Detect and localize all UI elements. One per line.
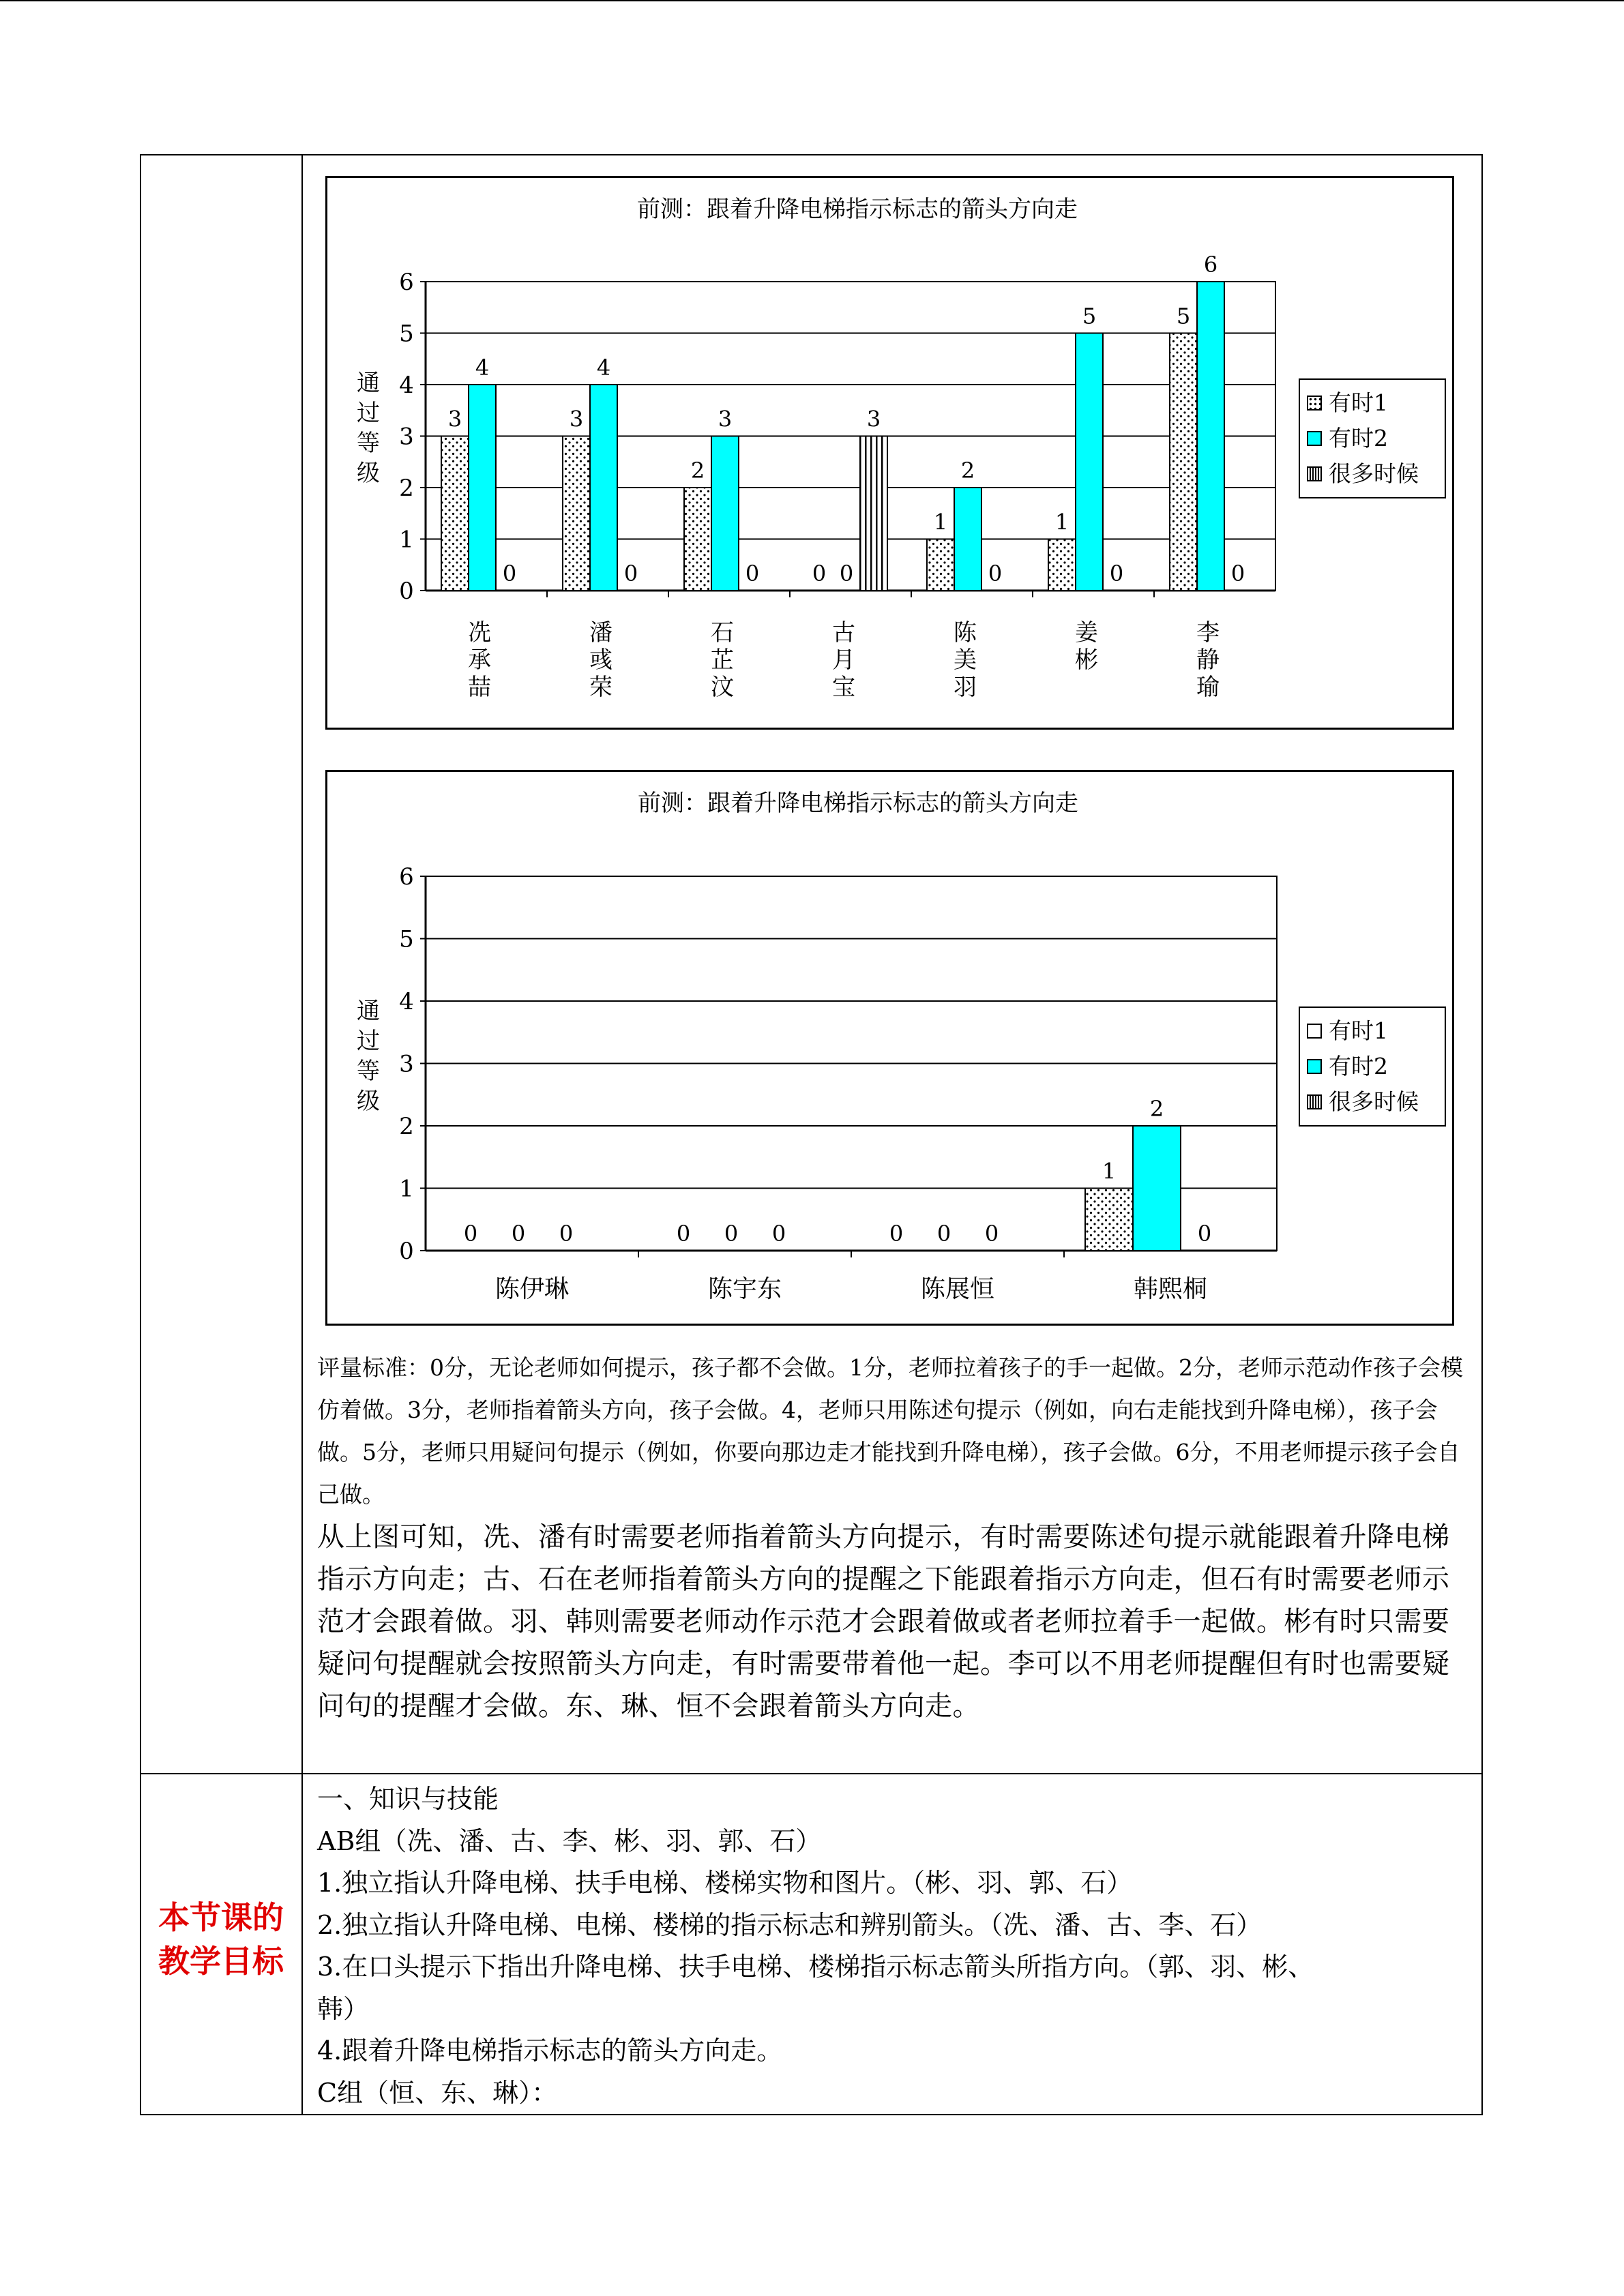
- bar-value-label: 0: [1230, 561, 1245, 586]
- y-axis-label-char: 通: [357, 370, 380, 397]
- bar-value-label: 0: [724, 1221, 739, 1247]
- y-tick-label: 3: [399, 1050, 414, 1078]
- legend-swatch-vertical: [1307, 466, 1322, 481]
- objective-item-3: 3.在口头提示下指出升降电梯、扶手电梯、楼梯指示标志箭头所指方向。（郭、羽、彬、: [317, 1952, 1314, 1982]
- bar-value-label: 5: [1176, 303, 1191, 329]
- y-tick-label: 2: [399, 475, 414, 502]
- bar-value-label: 2: [1149, 1096, 1164, 1122]
- x-category-label-char: 芷: [711, 646, 734, 674]
- bar: [711, 436, 739, 591]
- bar-value-label: 1: [933, 509, 948, 535]
- bar-value-label: 0: [889, 1221, 904, 1247]
- table-column-divider: [301, 154, 303, 2115]
- y-tick-label: 4: [399, 988, 414, 1015]
- x-category-label-char: 汶: [711, 674, 734, 701]
- bar: [954, 488, 981, 591]
- bar-value-label: 0: [559, 1221, 574, 1247]
- y-tick-label: 6: [399, 863, 414, 891]
- bar: [1170, 333, 1197, 591]
- y-tick-label: 3: [399, 423, 414, 451]
- bar-value-label: 0: [463, 1221, 478, 1247]
- bar: [590, 385, 617, 591]
- y-tick-label: 0: [399, 578, 414, 605]
- table-row-divider: [140, 1773, 1483, 1774]
- x-category-label-char: 彧: [589, 646, 612, 674]
- bar-value-label: 0: [1197, 1221, 1212, 1247]
- y-tick-label: 6: [399, 269, 414, 296]
- y-axis-label-char: 过: [357, 400, 380, 427]
- x-category-label-char: 宝: [832, 674, 855, 701]
- legend-swatch-cyan: [1307, 1059, 1322, 1074]
- analysis-paragraph: 从上图可知，冼、潘有时需要老师指着箭头方向提示，有时需要陈述句提示就能跟着升降电梯指示方向走；古、石在老师指着箭头方向的提醒之下能跟着指示方向走，但石有时需要老师示范才会跟着做。羽、韩则需要老师动作示范才会跟着做或者老师拉着手一起做。彬有时只需要疑问句提醒就会按照箭头方向走，有时需要带着他一起。李可以不用老师提醒但有时也需要疑问句的提醒才会做。东、琳、恒不会跟着箭头方向走。: [317, 1521, 1450, 1722]
- bar-value-label: 0: [771, 1221, 786, 1247]
- x-category-label-char: 姜: [1075, 619, 1098, 646]
- bar-value-label: 0: [511, 1221, 526, 1247]
- y-tick-label: 2: [399, 1113, 414, 1140]
- bar-value-label: 0: [984, 1221, 999, 1247]
- y-axis-label-char: 通: [357, 998, 380, 1025]
- x-category-label-char: 陈: [954, 619, 977, 646]
- y-tick-label: 5: [399, 320, 414, 348]
- chart-title: 前测：跟着升降电梯指示标志的箭头方向走: [638, 790, 1078, 817]
- teaching-objectives-label: 本节课的教学目标: [158, 1899, 284, 1980]
- y-axis-label-char: 过: [357, 1028, 380, 1055]
- legend-swatch-dots: [1307, 396, 1322, 411]
- x-category-label-char: 瑜: [1196, 674, 1220, 701]
- legend-swatch-cyan: [1307, 431, 1322, 446]
- page-top-border: [0, 0, 1624, 1]
- x-category-label: 陈宇东: [707, 1275, 782, 1303]
- y-axis-label-char: 级: [357, 460, 380, 487]
- x-category-label-char: 羽: [954, 674, 977, 701]
- x-category-label-char: 冼: [468, 619, 491, 646]
- y-axis-label-char: 等: [357, 430, 380, 457]
- bar: [1048, 539, 1076, 591]
- objective-item-4: 4.跟着升降电梯指示标志的箭头方向走。: [317, 2036, 783, 2066]
- x-category-label-char: 李: [1196, 619, 1220, 646]
- y-axis-label-char: 等: [357, 1058, 380, 1085]
- legend-label: 很多时候: [1329, 460, 1419, 487]
- x-category-label-char: 古: [832, 619, 855, 646]
- bar: [1085, 1189, 1133, 1251]
- legend-item-sometimes1: [1307, 1013, 1438, 1049]
- x-category-label-char: 荣: [589, 674, 612, 701]
- bar-value-label: 0: [839, 561, 854, 586]
- legend-item-sometimes1: [1307, 385, 1438, 421]
- bar-value-label: 1: [1102, 1158, 1117, 1184]
- bar-value-label: 0: [502, 561, 517, 586]
- legend-swatch-plain: [1307, 1024, 1322, 1039]
- bar: [469, 385, 496, 591]
- x-category-label-char: 喆: [468, 674, 491, 701]
- bar: [441, 436, 469, 591]
- bar: [1197, 282, 1224, 591]
- legend-label: 有时2: [1329, 425, 1388, 451]
- legend-label: 有时1: [1329, 389, 1388, 416]
- bar-value-label: 0: [988, 561, 1003, 586]
- pretest-chart-2: [325, 770, 1454, 1326]
- bar: [563, 436, 590, 591]
- bar-value-label: 3: [718, 406, 733, 432]
- group-c: C组（恒、东、琳）：: [317, 2077, 558, 2108]
- bar-value-label: 0: [812, 561, 827, 586]
- x-category-label-char: 月: [832, 646, 855, 674]
- pretest-chart-1: [325, 176, 1454, 730]
- scoring-criteria: 评量标准：0分，无论老师如何提示，孩子都不会做。1分，老师拉着孩子的手一起做。2分，老师示范动作孩子会模仿着做。3分，老师指着箭头方向，孩子会做。4，老师只用陈述句提示（例如，向右走能找到升降电梯），孩子会做。5分，老师只用疑问句提示（例如，你要向那边走才能找到升降电梯），孩子会做。6分，不用老师提示孩子会自己做。: [317, 1354, 1463, 1508]
- legend-item-sometimes2: [1307, 1049, 1438, 1084]
- objectives-section: [317, 1778, 1470, 2114]
- bar: [860, 436, 887, 591]
- chart-2-plot: [327, 772, 1456, 1328]
- y-tick-label: 4: [399, 372, 414, 399]
- bar-value-label: 0: [623, 561, 638, 586]
- objective-item-1: 1.独立指认升降电梯、扶手电梯、楼梯实物和图片。（彬、羽、郭、石）: [317, 1868, 1133, 1898]
- legend-item-sometimes2: [1307, 421, 1438, 456]
- bar-value-label: 3: [569, 406, 584, 432]
- bar-value-label: 6: [1203, 252, 1218, 278]
- legend-label: 有时2: [1329, 1053, 1388, 1079]
- y-tick-label: 1: [399, 1175, 414, 1203]
- objective-item-2: 2.独立指认升降电梯、电梯、楼梯的指示标志和辨别箭头。（冼、潘、古、李、石）: [317, 1909, 1263, 1940]
- bar-value-label: 4: [475, 355, 490, 381]
- chart-title: 前测：跟着升降电梯指示标志的箭头方向走: [637, 196, 1078, 223]
- x-category-label: 韩熙桐: [1133, 1275, 1208, 1303]
- x-category-label: 陈展恒: [920, 1275, 995, 1303]
- y-tick-label: 1: [399, 526, 414, 554]
- chart-1-legend: [1299, 378, 1446, 498]
- bar: [1133, 1126, 1181, 1251]
- bar-value-label: 1: [1054, 509, 1069, 535]
- x-category-label-char: 石: [711, 619, 734, 646]
- x-category-label-char: 静: [1196, 646, 1220, 674]
- x-category-label-char: 潘: [589, 619, 612, 646]
- bar-value-label: 0: [936, 1221, 951, 1247]
- y-axis-label-char: 级: [357, 1088, 380, 1115]
- x-category-label-char: 美: [954, 646, 977, 674]
- chart-2-legend: [1299, 1007, 1446, 1127]
- bar-value-label: 2: [960, 458, 975, 483]
- legend-label: 很多时候: [1329, 1088, 1419, 1115]
- bar-value-label: 5: [1082, 303, 1097, 329]
- bar-value-label: 2: [690, 458, 705, 483]
- bar-value-label: 4: [596, 355, 611, 381]
- bar: [684, 488, 711, 591]
- chart-1-plot: [327, 178, 1456, 732]
- bar-value-label: 3: [447, 406, 462, 432]
- objective-item-3-cont: 韩）: [317, 1993, 370, 2024]
- bar-value-label: 0: [676, 1221, 691, 1247]
- legend-item-often: [1307, 456, 1438, 492]
- bar-value-label: 0: [745, 561, 760, 586]
- bar: [927, 539, 954, 591]
- bar-value-label: 3: [866, 406, 881, 432]
- x-category-label: 陈伊琳: [494, 1275, 570, 1303]
- objectives-heading: 一、知识与技能: [317, 1784, 499, 1814]
- y-tick-label: 0: [399, 1238, 414, 1265]
- legend-label: 有时1: [1329, 1017, 1388, 1044]
- bar-value-label: 0: [1109, 561, 1124, 586]
- group-ab: AB组（冼、潘、古、李、彬、羽、郭、石）: [317, 1825, 822, 1856]
- legend-item-often: [1307, 1084, 1438, 1120]
- bar: [1076, 333, 1103, 591]
- x-category-label-char: 彬: [1075, 646, 1098, 674]
- y-tick-label: 5: [399, 925, 414, 953]
- legend-swatch-vertical: [1307, 1094, 1322, 1109]
- x-category-label-char: 承: [468, 646, 491, 674]
